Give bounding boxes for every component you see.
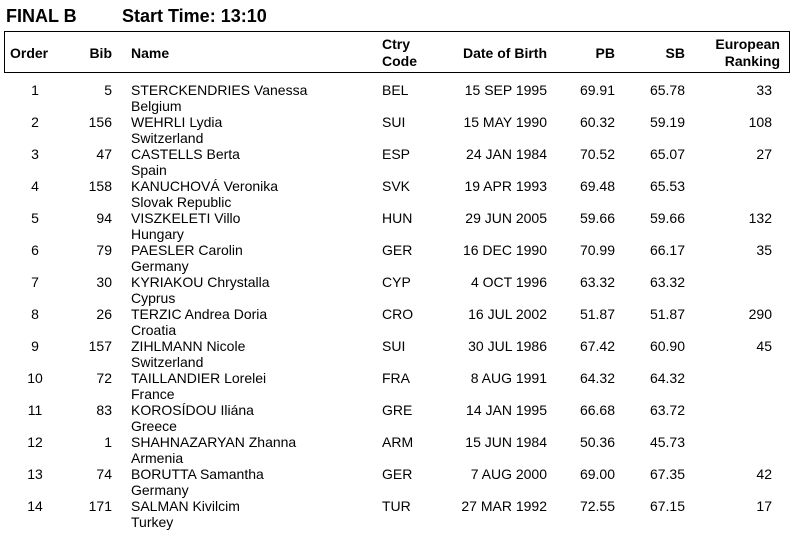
country-code-cell: SUI — [382, 114, 406, 130]
country-code-cell: BEL — [382, 82, 409, 98]
dob-cell: 16 JUL 2002 — [468, 306, 547, 322]
table-row — [0, 146, 800, 178]
header-name: Name — [131, 45, 170, 61]
order-cell: 11 — [27, 402, 43, 418]
table-row — [0, 82, 800, 114]
dob-cell: 7 AUG 2000 — [470, 466, 547, 482]
bib-cell: 26 — [96, 306, 112, 322]
table-row — [0, 178, 800, 210]
pb-cell: 66.68 — [579, 402, 615, 418]
table-row — [0, 242, 800, 274]
header-ctry — [382, 36, 417, 70]
dob-cell: 19 APR 1993 — [464, 178, 547, 194]
name-cell: TERZIC Andrea Doria — [131, 306, 268, 322]
dob-cell: 29 JUN 2005 — [465, 210, 547, 226]
sb-cell: 65.78 — [649, 82, 685, 98]
order-cell: 10 — [27, 370, 43, 386]
country-code-cell: ARM — [382, 434, 414, 450]
ranking-cell: 17 — [756, 498, 772, 514]
header-sb: SB — [665, 45, 685, 61]
pb-cell: 70.52 — [579, 146, 615, 162]
name-cell: BORUTTA Samantha — [131, 466, 264, 482]
country-code-cell: ESP — [382, 146, 411, 162]
name-cell: STERCKENDRIES Vanessa — [131, 82, 308, 98]
bib-cell: 79 — [96, 242, 112, 258]
country-name-cell: Armenia — [131, 450, 184, 466]
country-code-cell: SUI — [382, 338, 406, 354]
name-cell: SALMAN Kivilcim — [131, 498, 240, 514]
country-name-cell: Croatia — [131, 322, 177, 338]
table-row — [0, 306, 800, 338]
pb-cell: 63.32 — [579, 274, 615, 290]
name-cell: WEHRLI Lydia — [131, 114, 223, 130]
bib-cell: 171 — [88, 498, 112, 514]
table-row — [0, 434, 800, 466]
pb-cell: 67.42 — [579, 338, 615, 354]
ranking-cell: 42 — [756, 466, 772, 482]
pb-cell: 69.00 — [579, 466, 615, 482]
dob-cell: 15 SEP 1995 — [464, 82, 547, 98]
country-name-cell: Germany — [131, 258, 189, 274]
ranking-cell: 33 — [756, 82, 772, 98]
pb-cell: 59.66 — [579, 210, 615, 226]
order-cell: 2 — [31, 114, 39, 130]
country-name-cell: Switzerland — [131, 130, 204, 146]
country-name-cell: Germany — [131, 482, 189, 498]
pb-cell: 64.32 — [579, 370, 615, 386]
bib-cell: 156 — [88, 114, 112, 130]
header-order: Order — [10, 45, 49, 61]
country-name-cell: Turkey — [131, 514, 174, 530]
country-code-cell: SVK — [382, 178, 411, 194]
dob-cell: 27 MAR 1992 — [461, 498, 547, 514]
table-row — [0, 274, 800, 306]
ranking-cell: 132 — [748, 210, 772, 226]
bib-cell: 5 — [104, 82, 112, 98]
country-code-cell: FRA — [382, 370, 410, 386]
name-cell: ZIHLMANN Nicole — [131, 338, 246, 354]
header-pb: PB — [595, 45, 615, 61]
order-cell: 5 — [31, 210, 39, 226]
order-cell: 6 — [31, 242, 39, 258]
bib-cell: 94 — [96, 210, 112, 226]
table-row — [0, 402, 800, 434]
country-name-cell: Slovak Republic — [131, 194, 232, 210]
table-row — [0, 466, 800, 498]
country-name-cell: Greece — [131, 418, 177, 434]
bib-cell: 157 — [88, 338, 112, 354]
country-code-cell: TUR — [382, 498, 411, 514]
order-cell: 13 — [27, 466, 43, 482]
dob-cell: 4 OCT 1996 — [470, 274, 547, 290]
ranking-cell: 45 — [756, 338, 772, 354]
country-code-cell: HUN — [382, 210, 413, 226]
order-cell: 3 — [31, 146, 39, 162]
sb-cell: 65.07 — [649, 146, 685, 162]
table-row — [0, 338, 800, 370]
start-time: Start Time: 13:10 — [122, 6, 267, 26]
name-cell: KANUCHOVÁ Veronika — [131, 178, 279, 194]
dob-cell: 16 DEC 1990 — [462, 242, 547, 258]
name-cell: VISZKELETI Villo — [131, 210, 241, 226]
ranking-cell: 27 — [756, 146, 772, 162]
sb-cell: 63.32 — [649, 274, 685, 290]
table-row — [0, 210, 800, 242]
country-code-cell: GER — [382, 242, 413, 258]
order-cell: 7 — [31, 274, 39, 290]
name-cell: TAILLANDIER Lorelei — [131, 370, 267, 386]
dob-cell: 30 JUL 1986 — [468, 338, 547, 354]
header-ranking-line2: Ranking — [724, 53, 780, 69]
country-name-cell: France — [131, 386, 175, 402]
sb-cell: 66.17 — [649, 242, 685, 258]
bib-cell: 158 — [88, 178, 112, 194]
dob-cell: 14 JAN 1995 — [466, 402, 547, 418]
ranking-cell: 35 — [756, 242, 772, 258]
dob-cell: 15 JUN 1984 — [465, 434, 547, 450]
country-code-cell: CRO — [382, 306, 414, 322]
sb-cell: 65.53 — [649, 178, 685, 194]
final-label: FINAL B — [6, 6, 77, 26]
pb-cell: 50.36 — [579, 434, 615, 450]
order-cell: 4 — [31, 178, 39, 194]
pb-cell: 60.32 — [579, 114, 615, 130]
bib-cell: 30 — [96, 274, 112, 290]
name-cell: KOROSÍDOU Iliána — [131, 402, 254, 418]
order-cell: 9 — [31, 338, 39, 354]
country-name-cell: Hungary — [131, 226, 184, 242]
header-ctry-line1: Ctry — [382, 36, 411, 52]
ranking-cell: 108 — [748, 114, 772, 130]
pb-cell: 51.87 — [579, 306, 615, 322]
pb-cell: 70.99 — [579, 242, 615, 258]
sb-cell: 64.32 — [649, 370, 685, 386]
bib-cell: 72 — [96, 370, 112, 386]
order-cell: 8 — [31, 306, 39, 322]
country-code-cell: GRE — [382, 402, 413, 418]
header-dob: Date of Birth — [463, 45, 547, 61]
name-cell: PAESLER Carolin — [131, 242, 243, 258]
sb-cell: 67.15 — [649, 498, 685, 514]
sb-cell: 60.90 — [649, 338, 685, 354]
order-cell: 14 — [27, 498, 43, 514]
country-name-cell: Cyprus — [131, 290, 176, 306]
bib-cell: 83 — [96, 402, 112, 418]
header-ctry-line2: Code — [382, 53, 417, 69]
sb-cell: 63.72 — [649, 402, 685, 418]
country-name-cell: Belgium — [131, 98, 182, 114]
country-name-cell: Switzerland — [131, 354, 204, 370]
name-cell: KYRIAKOU Chrystalla — [131, 274, 270, 290]
bib-cell: 47 — [96, 146, 112, 162]
order-cell: 1 — [31, 82, 39, 98]
pb-cell: 72.55 — [579, 498, 615, 514]
country-code-cell: GER — [382, 466, 413, 482]
country-code-cell: CYP — [382, 274, 411, 290]
order-cell: 12 — [27, 434, 43, 450]
header-bib: Bib — [89, 45, 112, 61]
sb-cell: 59.66 — [649, 210, 685, 226]
country-name-cell: Spain — [131, 162, 167, 178]
dob-cell: 24 JAN 1984 — [466, 146, 547, 162]
sb-cell: 67.35 — [649, 466, 685, 482]
table-row — [0, 498, 800, 530]
sb-cell: 59.19 — [649, 114, 685, 130]
name-cell: CASTELLS Berta — [131, 146, 240, 162]
sb-cell: 51.87 — [649, 306, 685, 322]
name-cell: SHAHNAZARYAN Zhanna — [131, 434, 297, 450]
dob-cell: 15 MAY 1990 — [463, 114, 547, 130]
header-ranking — [690, 36, 780, 70]
bib-cell: 74 — [96, 466, 112, 482]
header-ranking-line1: European — [715, 36, 780, 52]
sb-cell: 45.73 — [649, 434, 685, 450]
pb-cell: 69.91 — [579, 82, 615, 98]
pb-cell: 69.48 — [579, 178, 615, 194]
ranking-cell: 290 — [748, 306, 772, 322]
table-row — [0, 114, 800, 146]
bib-cell: 1 — [104, 434, 112, 450]
dob-cell: 8 AUG 1991 — [470, 370, 547, 386]
table-row — [0, 370, 800, 402]
